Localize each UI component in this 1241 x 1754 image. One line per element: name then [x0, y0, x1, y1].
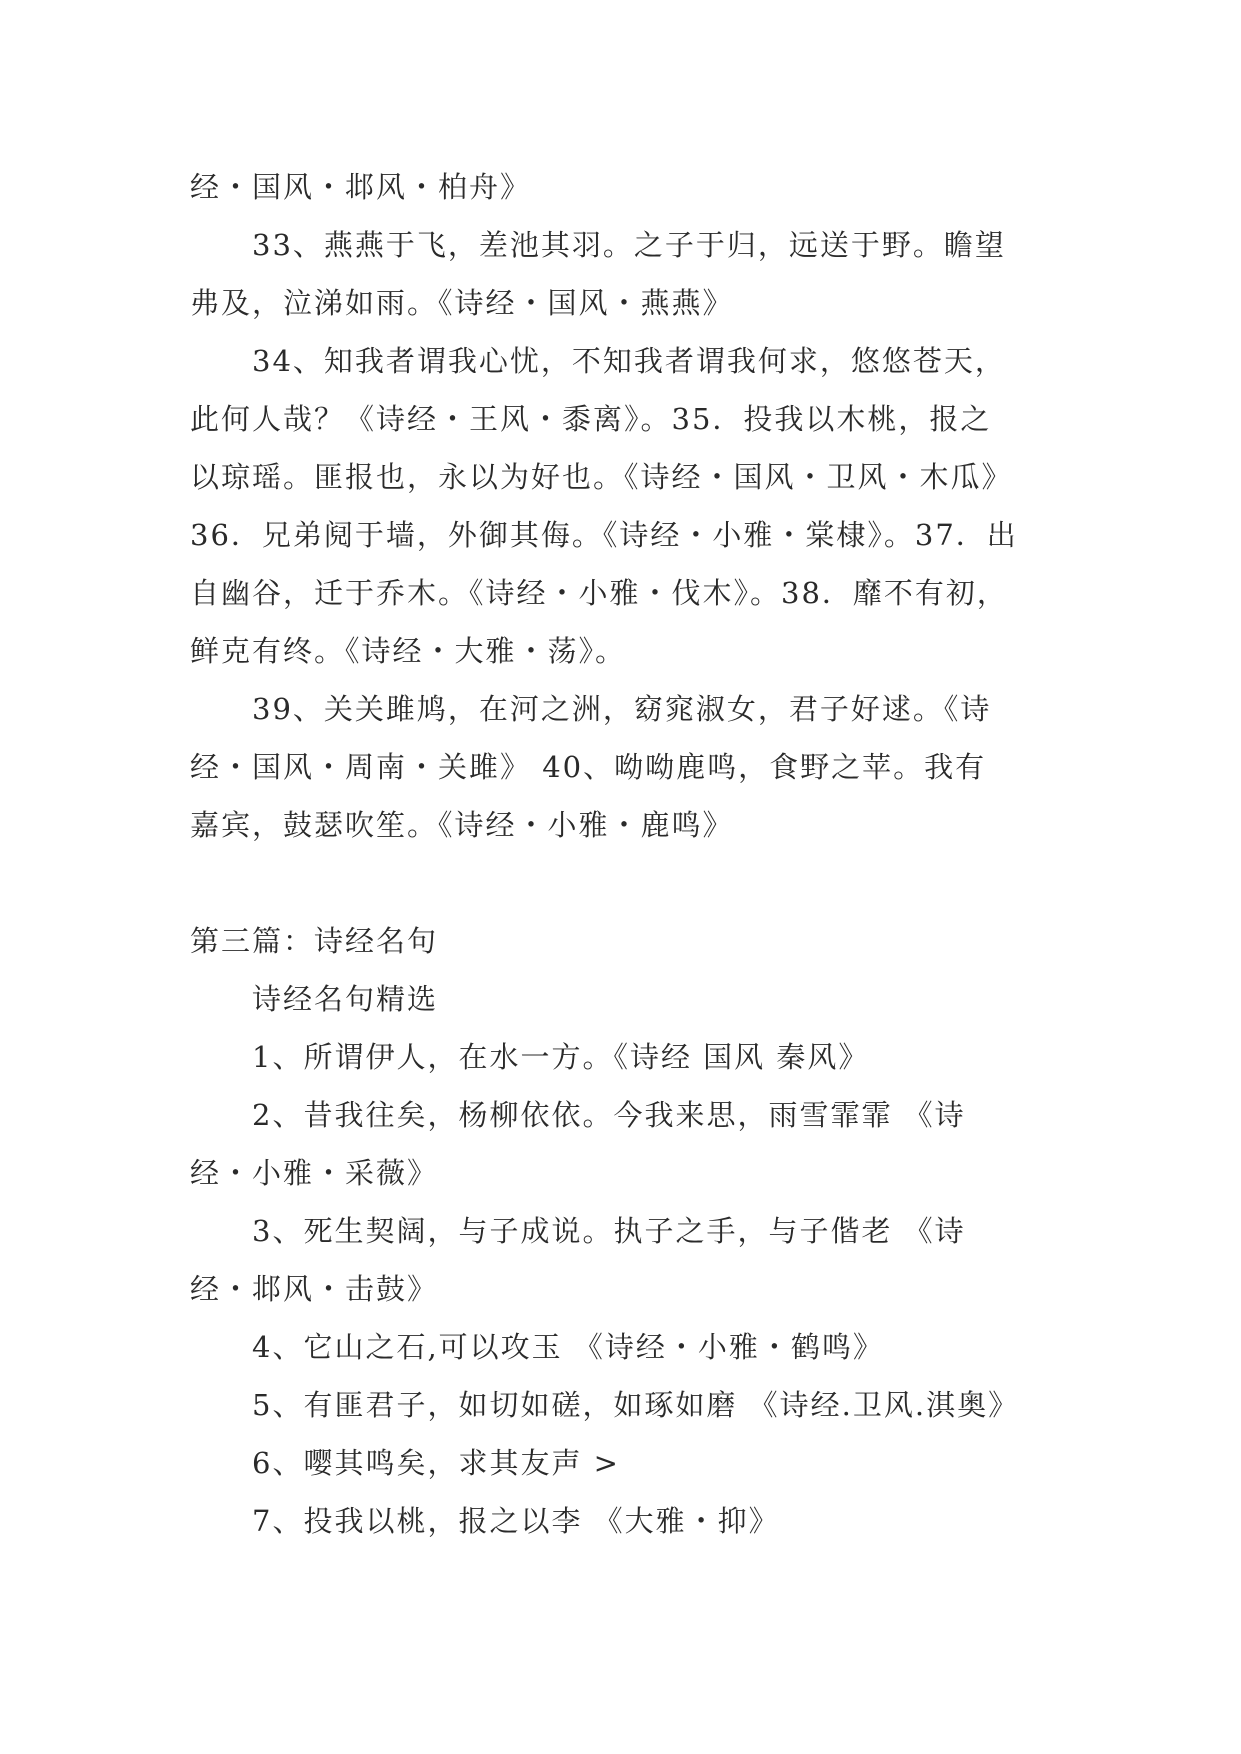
text-line: 此何人哉？《诗经・王风・黍离》。35．投我以木桃，报之 [190, 402, 992, 436]
text-line: 1、所谓伊人，在水一方。《诗经 国风 秦风》 [252, 1040, 870, 1074]
text-line: 经・小雅・采薇》 [190, 1156, 439, 1190]
text-line: 以琼瑶。匪报也，永以为好也。《诗经・国风・卫风・木瓜》 [190, 460, 1013, 494]
text-line: 36．兄弟阋于墙，外御其侮。《诗经・小雅・棠棣》。37．出 [190, 518, 1018, 552]
text-line: 3、死生契阔，与子成说。执子之手，与子偕老 《诗 [252, 1214, 966, 1248]
text-line: 4、它山之石,可以攻玉 《诗经・小雅・鹤鸣》 [252, 1330, 884, 1364]
text-line: 经・国风・周南・关雎》 40、呦呦鹿鸣，食野之苹。我有 [190, 750, 987, 784]
text-line: 弗及，泣涕如雨。《诗经・国风・燕燕》 [190, 286, 734, 320]
section-subtitle: 诗经名句精选 [252, 982, 439, 1016]
text-line: 鲜克有终。《诗经・大雅・荡》。 [190, 634, 627, 668]
blank-line [190, 854, 1060, 912]
text-line: 33、燕燕于飞，差池其羽。之子于归，远送于野。瞻望 [252, 228, 1006, 262]
text-line: 34、知我者谓我心忧，不知我者谓我何求，悠悠苍天， [252, 344, 1006, 378]
text-line: 嘉宾，鼓瑟吹笙。《诗经・小雅・鹿鸣》 [190, 808, 734, 842]
text-line: 5、有匪君子，如切如磋，如琢如磨 《诗经.卫风.淇奥》 [252, 1388, 1020, 1422]
text-line: 自幽谷，迁于乔木。《诗经・小雅・伐木》。38．靡不有初， [190, 576, 1008, 610]
text-line: 6、嘤其鸣矣，求其友声 > [252, 1446, 620, 1480]
document-page [190, 158, 1060, 1550]
text-line: 经・邶风・击鼓》 [190, 1272, 439, 1306]
section-heading: 第三篇：诗经名句 [190, 924, 439, 958]
text-line: 39、关关雎鸠，在河之洲，窈窕淑女，君子好逑。《诗 [252, 692, 992, 726]
text-line: 经・国风・邶风・柏舟》 [190, 170, 532, 204]
text-line: 7、投我以桃，报之以李 《大雅・抑》 [252, 1504, 780, 1538]
text-line: 2、昔我往矣，杨柳依依。今我来思，雨雪霏霏 《诗 [252, 1098, 966, 1132]
